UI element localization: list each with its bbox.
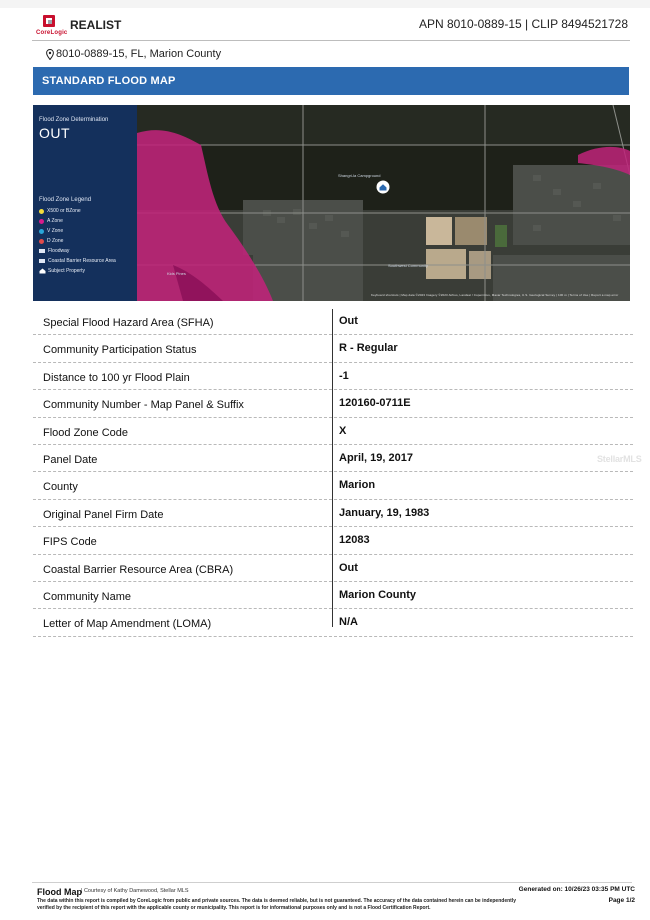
legend-item-x500: X500 or BZone: [39, 208, 81, 217]
row-value: Out: [339, 561, 358, 574]
red-dot-icon: [39, 239, 44, 244]
row-value: Marion: [339, 479, 376, 492]
row-label: Original Panel Firm Date: [43, 508, 164, 521]
table-row: [33, 472, 633, 499]
row-value: 12083: [339, 534, 370, 547]
row-label: Community Participation Status: [43, 344, 197, 357]
row-label: Community Number - Map Panel & Suffix: [43, 399, 244, 412]
table-row: [33, 445, 633, 472]
row-value: R - Regular: [339, 342, 398, 355]
brand-name: REALIST: [70, 18, 122, 32]
header-divider: [32, 40, 630, 41]
row-label: County: [43, 481, 78, 494]
apn-clip: APN 8010-0889-15 | CLIP 8494521728: [418, 17, 628, 31]
table-row: [33, 609, 633, 636]
legend-title: Flood Zone Legend: [39, 197, 92, 203]
flood-legend-panel: [33, 105, 137, 301]
map-place-label: Southwest Community: [388, 263, 429, 268]
table-row: [33, 555, 633, 582]
home-icon: [39, 268, 46, 274]
flood-map[interactable]: [33, 105, 630, 301]
row-value: Marion County: [339, 588, 416, 601]
flood-data-table: [33, 308, 633, 637]
section-title-bar: [33, 67, 629, 95]
row-label: Community Name: [43, 590, 132, 603]
row-value: Out: [339, 315, 358, 327]
row-value: April, 19, 2017: [339, 451, 413, 464]
row-label: Distance to 100 yr Flood Plain: [43, 371, 190, 384]
report-header: [30, 12, 630, 40]
legend-item-floodway: Floodway: [39, 248, 69, 257]
legend-item-d-zone: D Zone: [39, 238, 63, 247]
cbra-swatch-icon: [39, 259, 45, 263]
row-value: -1: [339, 369, 349, 382]
row-value: 120160-0711E: [339, 397, 411, 410]
corelogic-logo: [36, 14, 68, 40]
logo-text: CoreLogic: [36, 30, 68, 36]
table-row: [33, 363, 633, 390]
row-label: Special Flood Hazard Area (SFHA): [43, 317, 214, 329]
legend-item-v-zone: V Zone: [39, 228, 63, 237]
footer-courtesy: | Courtesy of Kathy Damewood, Stellar MLS: [81, 888, 189, 894]
table-row: [33, 335, 633, 362]
yellow-dot-icon: [39, 209, 44, 214]
footer-disclaimer: The data within this report is compiled by CoreLogic from public and private sources. The data is deemed reliable, but is not guaranteed. The accuracy of the data contained herein can be independently verified by the recipient of this report with the applicable county or municipality. This report is for informational purposes only and is not a Flood Certification Report.: [37, 898, 516, 911]
table-row: [33, 500, 633, 527]
blue-dot-icon: [39, 229, 44, 234]
table-row: [33, 390, 633, 417]
footer-title: Flood Map: [37, 887, 82, 897]
magenta-dot-icon: [39, 219, 44, 224]
corelogic-logo-icon: [42, 14, 56, 28]
row-label: FIPS Code: [43, 536, 97, 549]
determination-value: OUT: [39, 125, 71, 141]
row-value: X: [339, 424, 347, 437]
legend-item-a-zone: A Zone: [39, 218, 63, 227]
table-row: [33, 308, 633, 335]
row-label: Panel Date: [43, 453, 98, 466]
row-label: Letter of Map Amendment (LOMA): [43, 618, 212, 631]
property-address: 8010-0889-15, FL, Marion County: [56, 48, 222, 60]
floodway-swatch-icon: [39, 249, 45, 253]
legend-item-subject: Subject Property: [39, 268, 85, 277]
table-row: [33, 418, 633, 445]
row-label: Flood Zone Code: [43, 426, 128, 439]
map-attribution[interactable]: Keyboard shortcuts | Map data ©2023 Imagery ©2023 Airbus, Landsat / Copernicus, Maxar Technologies, U.S. Geological Survey | 100 m | Terms of Use | Report a map error: [371, 293, 619, 297]
row-label: Coastal Barrier Resource Area (CBRA): [43, 563, 234, 576]
section-title: STANDARD FLOOD MAP: [42, 75, 176, 87]
stellar-watermark: StellarMLS: [597, 454, 642, 464]
determination-label: Flood Zone Determination: [39, 117, 109, 123]
page-number: Page 1/2: [608, 897, 635, 904]
row-value: N/A: [339, 616, 358, 629]
map-place-label: Kids Pines: [167, 271, 186, 276]
legend-item-cbra: Coastal Barrier Resource Area: [39, 258, 116, 267]
top-band: [0, 0, 650, 8]
generated-timestamp: Generated on: 10/26/23 03:35 PM UTC: [518, 886, 635, 893]
table-row: [33, 582, 633, 609]
footer-divider: [32, 882, 632, 883]
table-row: [33, 527, 633, 554]
subject-property-marker-icon[interactable]: [376, 180, 390, 196]
row-value: January, 19, 1983: [339, 506, 430, 519]
map-place-label: Shangri-la Campground: [338, 173, 381, 178]
table-column-divider: [332, 309, 333, 627]
location-pin-icon: [46, 49, 54, 60]
